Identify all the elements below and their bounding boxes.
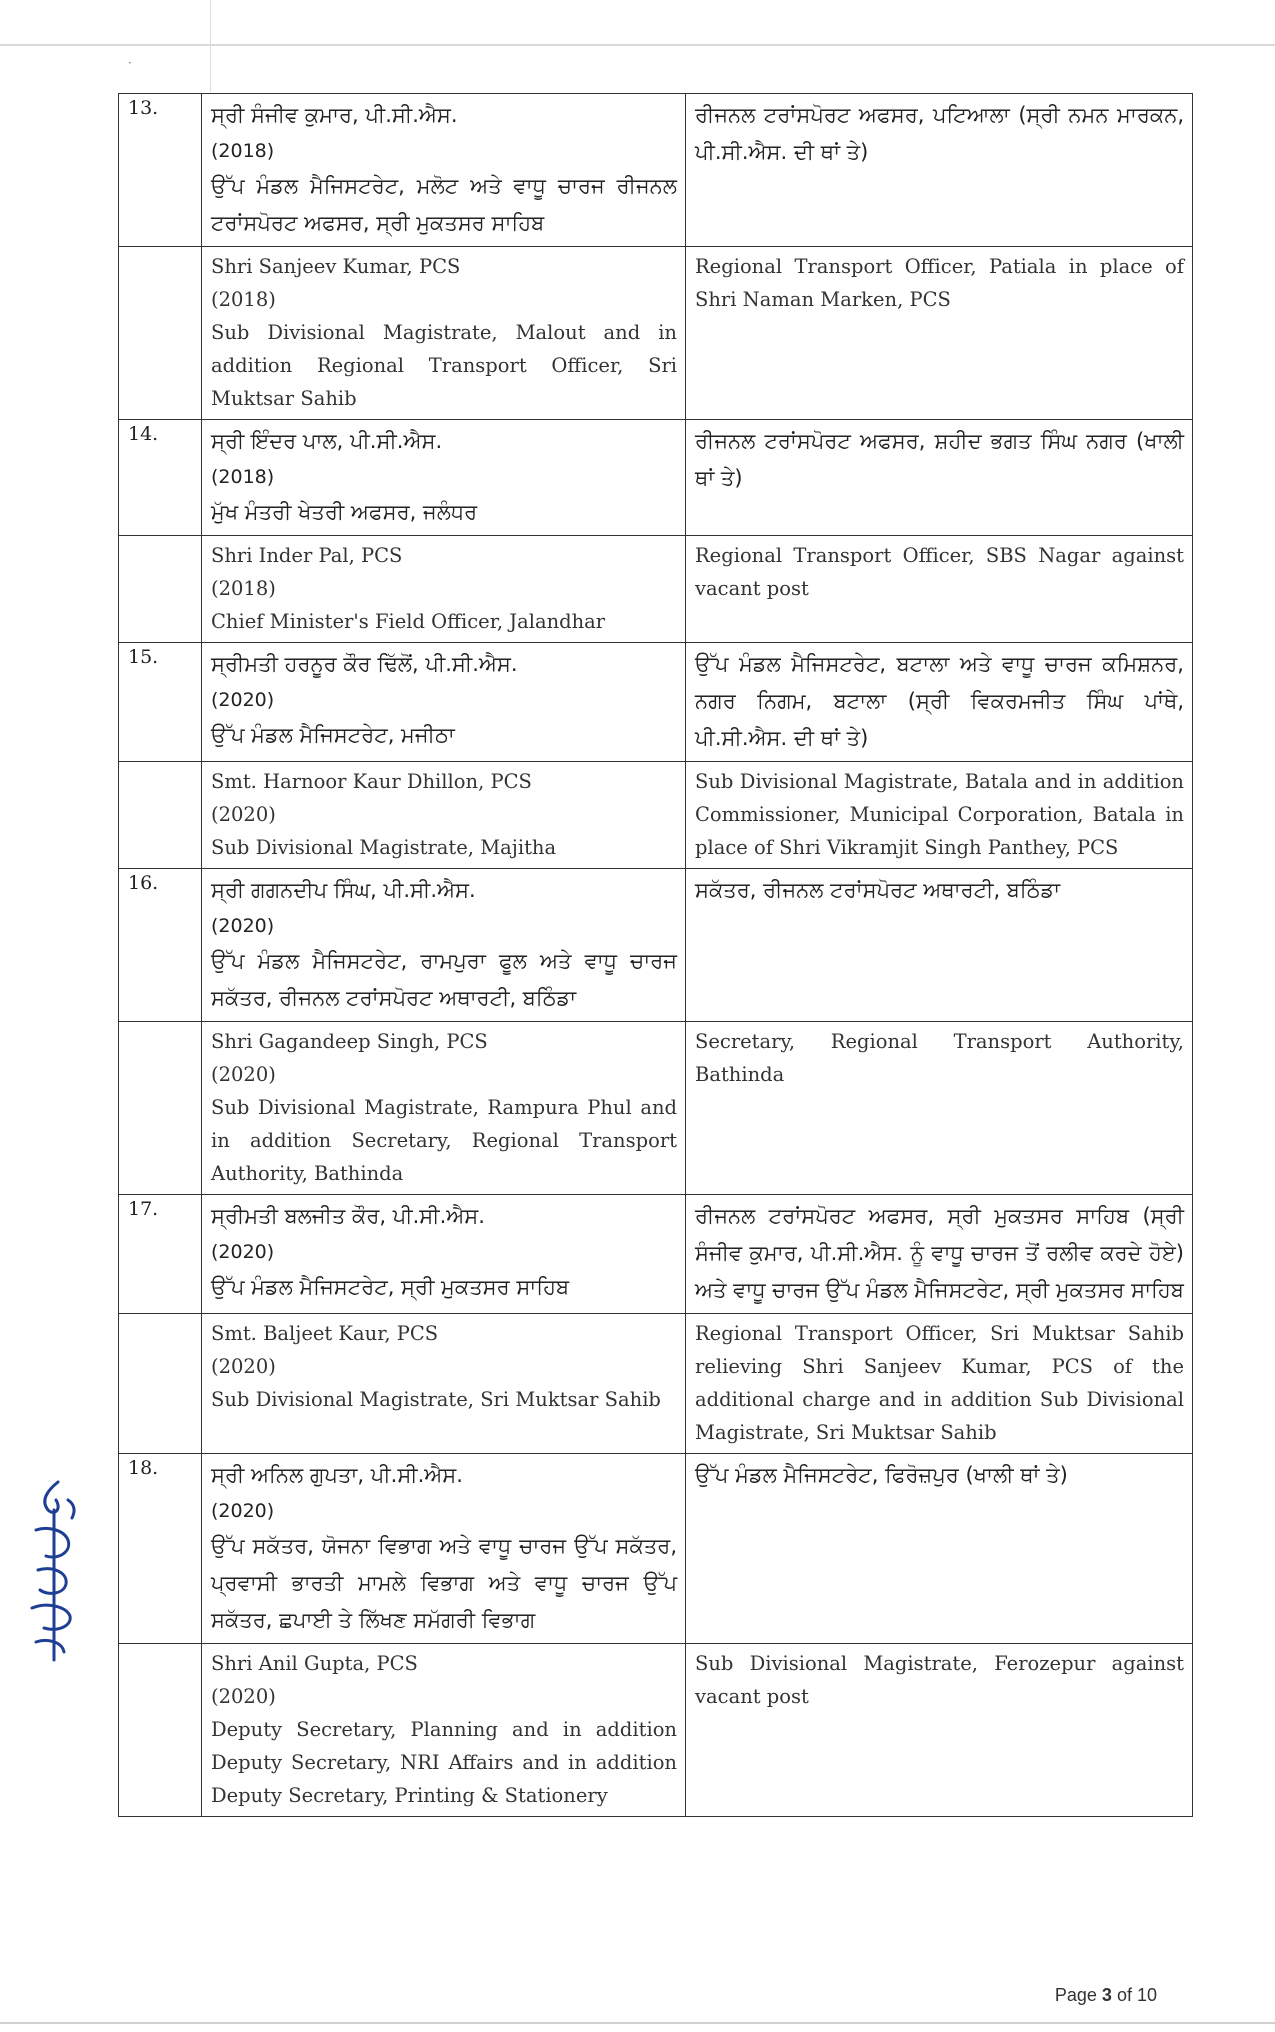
officer-name-punjabi: ਸ੍ਰੀ ਇੰਦਰ ਪਾਲ, ਪੀ.ਸੀ.ਐਸ. [211, 429, 443, 453]
present-posting-english: Sub Divisional Magistrate, Majitha [211, 836, 557, 859]
batch-year-punjabi: (2020) [211, 689, 275, 711]
new-posting-english [686, 762, 1193, 869]
new-posting-english-text: Sub Divisional Magistrate, Ferozepur against vacant post [695, 1652, 1184, 1708]
new-posting-english [686, 1644, 1193, 1817]
new-posting-punjabi [686, 1195, 1193, 1314]
serial-number-blank [119, 536, 202, 643]
entry-row-punjabi [119, 94, 1193, 247]
officer-name-punjabi: ਸ੍ਰੀਮਤੀ ਬਲਜੀਤ ਕੌਰ, ਪੀ.ਸੀ.ਐਸ. [211, 1204, 485, 1228]
officer-name-punjabi: ਸ੍ਰੀ ਗਗਨਦੀਪ ਸਿੰਘ, ਪੀ.ਸੀ.ਐਸ. [211, 878, 476, 902]
officer-details-english [202, 1022, 686, 1195]
entry-row-punjabi [119, 1454, 1193, 1644]
new-posting-english [686, 1022, 1193, 1195]
new-posting-english-text: Regional Transport Officer, Sri Muktsar Sahib relieving Shri Sanjeev Kumar, PCS of the additional charge and in addition Sub Divisional Magistrate, Sri Muktsar Sahib [695, 1322, 1184, 1444]
officer-name-punjabi: ਸ੍ਰੀ ਸੰਜੀਵ ਕੁਮਾਰ, ਪੀ.ਸੀ.ਐਸ. [211, 103, 458, 127]
serial-number: 15. [119, 643, 202, 762]
entry-row-english [119, 247, 1193, 420]
entry-row-english [119, 1644, 1193, 1817]
officer-name-punjabi: ਸ੍ਰੀ ਅਨਿਲ ਗੁਪਤਾ, ਪੀ.ਸੀ.ਐਸ. [211, 1463, 463, 1487]
batch-year-punjabi: (2020) [211, 1500, 275, 1522]
officer-name-english: Shri Sanjeev Kumar, PCS [211, 255, 461, 278]
officer-name-english: Smt. Baljeet Kaur, PCS [211, 1322, 439, 1345]
new-posting-english-text: Secretary, Regional Transport Authority, Bathinda [695, 1030, 1184, 1086]
officer-name-english: Smt. Harnoor Kaur Dhillon, PCS [211, 770, 532, 793]
serial-number-blank [119, 1644, 202, 1817]
batch-year-english: (2018) [211, 288, 276, 311]
page-label: Page [1054, 1985, 1097, 2005]
new-posting-punjabi [686, 869, 1193, 1022]
entry-row-punjabi [119, 643, 1193, 762]
page-total: 10 [1136, 1985, 1157, 2005]
present-posting-english: Sub Divisional Magistrate, Rampura Phul and in addition Secretary, Regional Transport Authority, Bathinda [211, 1096, 677, 1185]
batch-year-english: (2018) [211, 577, 276, 600]
serial-number: 17. [119, 1195, 202, 1314]
present-posting-punjabi: ਉੱਪ ਮੰਡਲ ਮੈਜਿਸਟਰੇਟ, ਮਲੋਟ ਅਤੇ ਵਾਧੂ ਚਾਰਜ ਰੀਜਨਲ ਟਰਾਂਸਪੋਰਟ ਅਫਸਰ, ਸ੍ਰੀ ਮੁਕਤਸਰ ਸਾਹਿਬ [211, 174, 677, 235]
new-posting-punjabi-text: ਰੀਜਨਲ ਟਰਾਂਸਪੋਰਟ ਅਫਸਰ, ਪਟਿਆਲਾ (ਸ੍ਰੀ ਨਮਨ ਮਾਰਕਨ, ਪੀ.ਸੀ.ਐਸ. ਦੀ ਥਾਂ ਤੇ) [695, 103, 1184, 164]
page-number [1055, 1985, 1157, 2006]
new-posting-english [686, 247, 1193, 420]
present-posting-english: Sub Divisional Magistrate, Sri Muktsar Sahib [211, 1388, 661, 1411]
officer-details-punjabi [202, 1454, 686, 1644]
officer-details-english [202, 536, 686, 643]
new-posting-english-text: Regional Transport Officer, SBS Nagar against vacant post [695, 544, 1184, 600]
new-posting-english-text: Regional Transport Officer, Patiala in place of Shri Naman Marken, PCS [695, 255, 1184, 311]
present-posting-english: Deputy Secretary, Planning and in addition Deputy Secretary, NRI Affairs and in addition Deputy Secretary, Printing & Stationery [211, 1718, 677, 1807]
officer-name-english: Shri Gagandeep Singh, PCS [211, 1030, 488, 1053]
batch-year-punjabi: (2020) [211, 915, 275, 937]
new-posting-punjabi-text: ਰੀਜਨਲ ਟਰਾਂਸਪੋਰਟ ਅਫਸਰ, ਸ਼ਹੀਦ ਭਗਤ ਸਿੰਘ ਨਗਰ (ਖਾਲੀ ਥਾਂ ਤੇ) [695, 429, 1184, 490]
present-posting-punjabi: ਉੱਪ ਮੰਡਲ ਮੈਜਿਸਟਰੇਟ, ਮਜੀਠਾ [211, 723, 455, 747]
present-posting-english: Chief Minister's Field Officer, Jalandhar [211, 610, 606, 633]
new-posting-punjabi [686, 643, 1193, 762]
entry-row-english [119, 1314, 1193, 1454]
entry-row-punjabi [119, 420, 1193, 536]
officer-details-punjabi [202, 420, 686, 536]
scan-bottom-rule [0, 2022, 1275, 2024]
new-posting-punjabi-text: ਰੀਜਨਲ ਟਰਾਂਸਪੋਰਟ ਅਫਸਰ, ਸ੍ਰੀ ਮੁਕਤਸਰ ਸਾਹਿਬ (ਸ੍ਰੀ ਸੰਜੀਵ ਕੁਮਾਰ, ਪੀ.ਸੀ.ਐਸ. ਨੂੰ ਵਾਧੂ ਚਾਰਜ ਤੋਂ ਰਲੀਵ ਕਰਦੇ ਹੋਏ) ਅਤੇ ਵਾਧੂ ਚਾਰਜ ਉੱਪ ਮੰਡਲ ਮੈਜਿਸਟਰੇਟ, ਸ੍ਰੀ ਮੁਕਤਸਰ ਸਾਹਿਬ [695, 1204, 1184, 1302]
new-posting-english-text: Sub Divisional Magistrate, Batala and in addition Commissioner, Municipal Corporation, Batala in place of Shri Vikramjit Singh Panthey, PCS [695, 770, 1184, 859]
present-posting-punjabi: ਉੱਪ ਮੰਡਲ ਮੈਜਿਸਟਰੇਟ, ਸ੍ਰੀ ਮੁਕਤਸਰ ਸਾਹਿਬ [211, 1275, 570, 1299]
present-posting-english: Sub Divisional Magistrate, Malout and in addition Regional Transport Officer, Sri Muktsar Sahib [211, 321, 677, 410]
new-posting-english [686, 1314, 1193, 1454]
handwritten-signature [18, 1470, 84, 1670]
page-current: 3 [1101, 1985, 1112, 2005]
batch-year-english: (2020) [211, 1685, 276, 1708]
new-posting-punjabi [686, 420, 1193, 536]
serial-number-blank [119, 762, 202, 869]
new-posting-punjabi [686, 1454, 1193, 1644]
new-posting-punjabi [686, 94, 1193, 247]
officer-details-english [202, 1314, 686, 1454]
new-posting-punjabi-text: ਸਕੱਤਰ, ਰੀਜਨਲ ਟਰਾਂਸਪੋਰਟ ਅਥਾਰਟੀ, ਬਠਿੰਡਾ [695, 878, 1061, 902]
officer-details-english [202, 762, 686, 869]
new-posting-punjabi-text: ਉੱਪ ਮੰਡਲ ਮੈਜਿਸਟਰੇਟ, ਫਿਰੋਜ਼ਪੁਰ (ਖਾਲੀ ਥਾਂ ਤੇ) [695, 1463, 1068, 1487]
entry-row-english [119, 762, 1193, 869]
officer-name-english: Shri Inder Pal, PCS [211, 544, 403, 567]
officer-details-punjabi [202, 643, 686, 762]
officer-details-punjabi [202, 94, 686, 247]
serial-number: 14. [119, 420, 202, 536]
present-posting-punjabi: ਉੱਪ ਮੰਡਲ ਮੈਜਿਸਟਰੇਟ, ਰਾਮਪੁਰਾ ਫੂਲ ਅਤੇ ਵਾਧੂ ਚਾਰਜ ਸਕੱਤਰ, ਰੀਜਨਲ ਟਰਾਂਸਪੋਰਟ ਅਥਾਰਟੀ, ਬਠਿੰਡਾ [211, 949, 677, 1010]
new-posting-punjabi-text: ਉੱਪ ਮੰਡਲ ਮੈਜਿਸਟਰੇਟ, ਬਟਾਲਾ ਅਤੇ ਵਾਧੂ ਚਾਰਜ ਕਮਿਸ਼ਨਰ, ਨਗਰ ਨਿਗਮ, ਬਟਾਲਾ (ਸ੍ਰੀ ਵਿਕਰਮਜੀਤ ਸਿੰਘ ਪਾਂਥੇ, ਪੀ.ਸੀ.ਐਸ. ਦੀ ਥਾਂ ਤੇ) [695, 652, 1184, 750]
entry-row-punjabi [119, 869, 1193, 1022]
batch-year-english: (2020) [211, 1063, 276, 1086]
batch-year-punjabi: (2018) [211, 140, 275, 162]
serial-number: 13. [119, 94, 202, 247]
entry-row-english [119, 1022, 1193, 1195]
officer-details-english [202, 247, 686, 420]
page-of: of [1116, 1985, 1132, 2005]
scan-top-rule [0, 44, 1275, 46]
batch-year-english: (2020) [211, 1355, 276, 1378]
transfer-table [118, 93, 1193, 1817]
officer-details-english [202, 1644, 686, 1817]
scan-speck: · [128, 56, 132, 70]
entry-row-punjabi [119, 1195, 1193, 1314]
batch-year-punjabi: (2018) [211, 466, 275, 488]
new-posting-english [686, 536, 1193, 643]
officer-name-punjabi: ਸ੍ਰੀਮਤੀ ਹਰਨੂਰ ਕੌਰ ਢਿੱਲੋਂ, ਪੀ.ਸੀ.ਐਸ. [211, 652, 518, 676]
officer-details-punjabi [202, 869, 686, 1022]
officer-name-english: Shri Anil Gupta, PCS [211, 1652, 418, 1675]
serial-number-blank [119, 1314, 202, 1454]
transfer-table-body [119, 94, 1193, 1817]
serial-number-blank [119, 247, 202, 420]
batch-year-punjabi: (2020) [211, 1241, 275, 1263]
present-posting-punjabi: ਉੱਪ ਸਕੱਤਰ, ਯੋਜਨਾ ਵਿਭਾਗ ਅਤੇ ਵਾਧੂ ਚਾਰਜ ਉੱਪ ਸਕੱਤਰ, ਪ੍ਰਵਾਸੀ ਭਾਰਤੀ ਮਾਮਲੇ ਵਿਭਾਗ ਅਤੇ ਵਾਧੂ ਚਾਰਜ ਉੱਪ ਸਕੱਤਰ, ਛਪਾਈ ਤੇ ਲਿੱਖਣ ਸਮੱਗਰੀ ਵਿਭਾਗ [211, 1534, 677, 1632]
serial-number: 16. [119, 869, 202, 1022]
batch-year-english: (2020) [211, 803, 276, 826]
scan-margin-line [210, 0, 211, 92]
entry-row-english [119, 536, 1193, 643]
serial-number: 18. [119, 1454, 202, 1644]
officer-details-punjabi [202, 1195, 686, 1314]
present-posting-punjabi: ਮੁੱਖ ਮੰਤਰੀ ਖੇਤਰੀ ਅਫਸਰ, ਜਲੰਧਰ [211, 500, 478, 524]
serial-number-blank [119, 1022, 202, 1195]
